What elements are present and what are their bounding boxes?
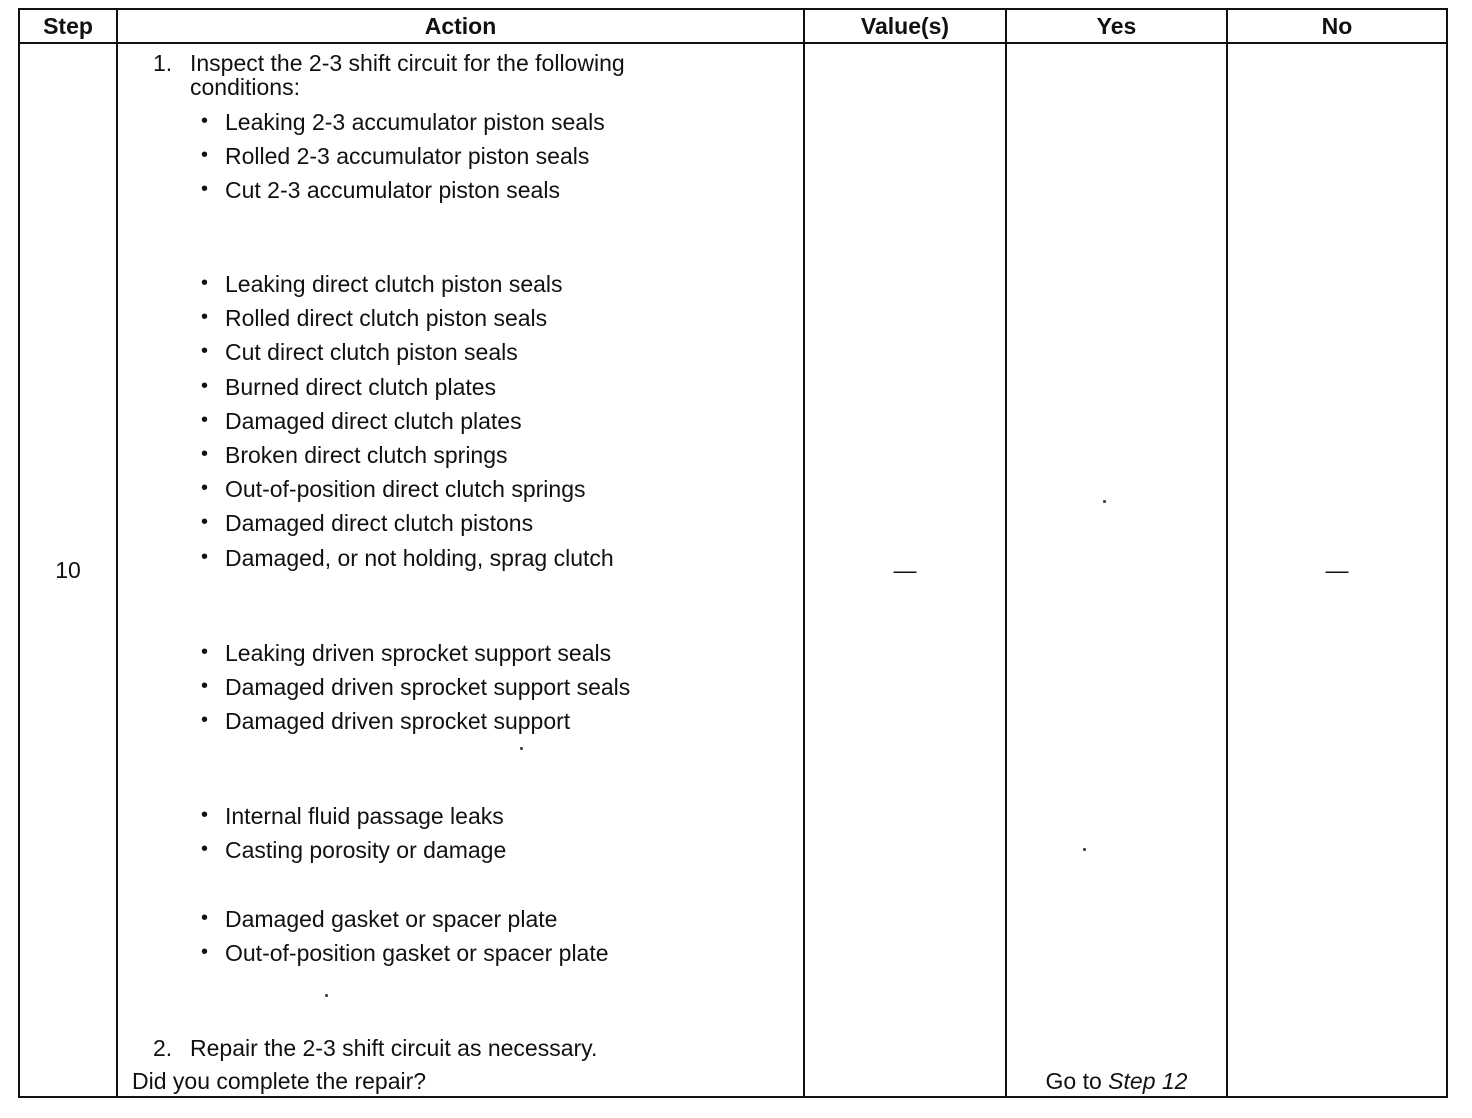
condition-item: Leaking 2-3 accumulator piston seals [225,109,605,135]
yes-cell [1007,1068,1226,1095]
no-cell: — [1325,557,1349,583]
condition-item: Casting porosity or damage [225,837,507,864]
bullet-icon: • [201,144,209,167]
bullet-icon: • [201,306,209,329]
condition-item: Damaged driven sprocket support seals [225,674,631,701]
condition-item: Rolled direct clutch piston seals [225,305,548,332]
scan-speck [1103,500,1106,503]
header-values: Value(s) [860,13,950,39]
condition-item: Leaking direct clutch piston seals [225,271,563,297]
condition-item: Rolled 2-3 accumulator piston seals [225,143,590,170]
diagnostic-table [18,8,1448,1098]
condition-item: Damaged direct clutch pistons [225,510,534,537]
bullet-icon: • [201,804,209,826]
bullet-icon: • [201,675,209,698]
bullet-icon: • [201,838,209,861]
column-divider [1005,10,1007,1096]
header-yes: Yes [1096,13,1137,39]
condition-item: Burned direct clutch plates [225,373,497,400]
condition-item: Cut direct clutch piston seals [225,339,518,366]
bullet-icon: • [201,545,209,568]
condition-item: Internal fluid passage leaks [225,803,504,829]
item1-text-line2: conditions: [190,74,300,100]
bullet-icon: • [201,340,209,363]
yes-step-link: Step 12 [1108,1068,1188,1094]
step-number: 10 [55,557,81,583]
bullet-icon: • [201,907,209,929]
condition-item: Damaged driven sprocket support [225,708,571,735]
bullet-icon: • [201,709,209,732]
item2-number: 2. [153,1035,173,1061]
column-divider [116,10,118,1096]
bullet-icon: • [201,272,209,294]
bullet-icon: • [201,511,209,534]
scan-speck [520,747,523,750]
header-no: No [1321,13,1353,39]
scan-speck [1083,848,1086,851]
condition-item: Broken direct clutch springs [225,442,508,468]
bullet-icon: • [201,443,209,465]
scan-speck [325,994,328,997]
bullet-icon: • [201,374,209,397]
bullet-icon: • [201,941,209,964]
item1-text-line1: Inspect the 2-3 shift circuit for the following [190,50,625,76]
bullet-icon: • [201,477,209,500]
column-divider [1226,10,1228,1096]
condition-item: Cut 2-3 accumulator piston seals [225,177,560,204]
bullet-icon: • [201,110,209,132]
yes-prefix: Go to [1045,1068,1109,1094]
header-action: Action [424,13,497,39]
bullet-icon: • [201,178,209,201]
condition-item: Out-of-position gasket or spacer plate [225,940,609,967]
column-divider [803,10,805,1096]
item1-number: 1. [153,50,173,76]
item2-text: Repair the 2-3 shift circuit as necessary. [190,1035,598,1061]
bullet-icon: • [201,408,209,431]
condition-item: Damaged, or not holding, sprag clutch [225,544,614,571]
header-step: Step [43,13,93,39]
condition-item: Damaged direct clutch plates [225,407,522,434]
condition-item: Leaking driven sprocket support seals [225,640,612,666]
condition-item: Damaged gasket or spacer plate [225,906,558,932]
completion-question: Did you complete the repair? [132,1068,427,1094]
condition-item: Out-of-position direct clutch springs [225,476,586,503]
bullet-icon: • [201,641,209,663]
value-cell: — [893,557,917,583]
header-divider [20,42,1446,44]
